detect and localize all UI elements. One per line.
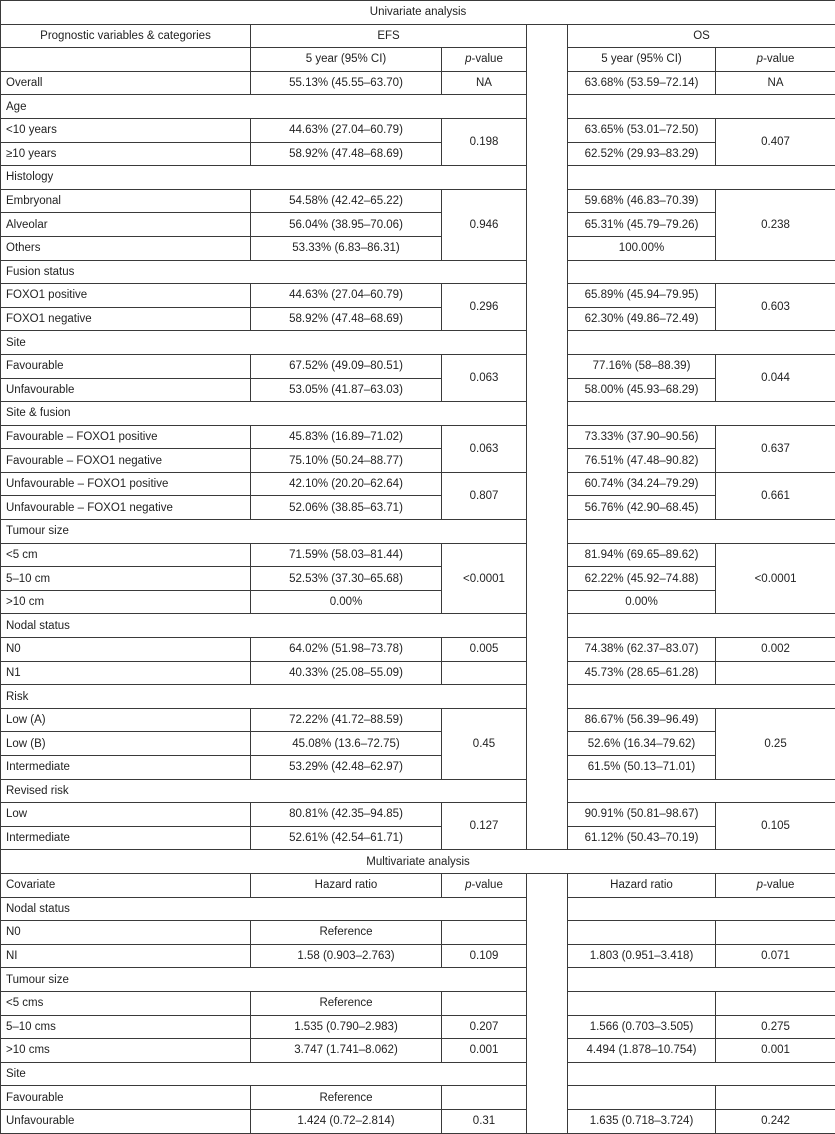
os-p-value: 0.071 [716, 944, 835, 968]
spacer-cell [527, 685, 568, 709]
spacer-cell [527, 1062, 568, 1086]
os-p-value: 0.603 [716, 284, 835, 331]
efs-p-value: 0.207 [442, 1015, 527, 1039]
efs-p-value: 0.063 [442, 425, 527, 472]
os-value: 100.00% [568, 236, 716, 260]
os-p-value: 0.105 [716, 803, 835, 850]
os-value: 59.68% (46.83–70.39) [568, 189, 716, 213]
efs-value: 52.53% (37.30–65.68) [251, 567, 442, 591]
efs-value: 0.00% [251, 590, 442, 614]
spacer-cell [527, 708, 568, 732]
spacer-cell [527, 307, 568, 331]
spacer-cell [527, 236, 568, 260]
table-row [1, 991, 835, 1015]
efs-value: 40.33% (25.08–55.09) [251, 661, 442, 685]
os-value: 62.52% (29.93–83.29) [568, 142, 716, 166]
empty-cell [568, 331, 835, 355]
spacer-cell [527, 944, 568, 968]
os-value: 77.16% (58–88.39) [568, 354, 716, 378]
efs-value: 58.92% (47.48–68.69) [251, 142, 442, 166]
os-value: 45.73% (28.65–61.28) [568, 661, 716, 685]
row-label: Unfavourable – FOXO1 negative [1, 496, 251, 520]
spacer-cell [527, 567, 568, 591]
table-row [1, 284, 835, 308]
efs-hr-header: Hazard ratio [251, 873, 442, 897]
spacer-cell [527, 921, 568, 945]
efs-p-value: 0.45 [442, 708, 527, 779]
row-label: N0 [1, 921, 251, 945]
spacer-cell [527, 496, 568, 520]
efs-p-header: p-value [442, 48, 527, 72]
efs-hr-value: Reference [251, 1086, 442, 1110]
os-value: 63.65% (53.01–72.50) [568, 118, 716, 142]
os-value: 60.74% (34.24–79.29) [568, 472, 716, 496]
os-value: 56.76% (42.90–68.45) [568, 496, 716, 520]
spacer-cell [527, 449, 568, 473]
efs-value: 54.58% (42.42–65.22) [251, 189, 442, 213]
covariate-header: Covariate [1, 873, 251, 897]
os-hr-value: 1.635 (0.718–3.724) [568, 1109, 716, 1133]
spacer-cell [527, 991, 568, 1015]
row-label: Unfavourable [1, 1109, 251, 1133]
row-label: ≥10 years [1, 142, 251, 166]
multivariate-header-row [1, 873, 835, 897]
table-row [1, 189, 835, 213]
efs-hr-value: 1.535 (0.790–2.983) [251, 1015, 442, 1039]
row-label: Overall [1, 71, 251, 95]
efs-p-value: 0.946 [442, 189, 527, 260]
table-row [1, 472, 835, 496]
table-row [1, 1015, 835, 1039]
row-label: Intermediate [1, 756, 251, 780]
efs-hr-value: Reference [251, 921, 442, 945]
os-value: 61.12% (50.43–70.19) [568, 826, 716, 850]
efs-p-value: 0.807 [442, 472, 527, 519]
empty-cell [568, 614, 835, 638]
empty-cell [568, 897, 835, 921]
efs-value: 44.63% (27.04–60.79) [251, 284, 442, 308]
spacer-cell [527, 897, 568, 921]
empty-cell [442, 661, 527, 685]
table-row [1, 354, 835, 378]
empty-cell [568, 685, 835, 709]
univariate-title: Univariate analysis [1, 1, 835, 25]
table-row [1, 118, 835, 142]
os-hr-value [568, 991, 716, 1015]
group-heading-row [1, 331, 835, 355]
efs-value: 67.52% (49.09–80.51) [251, 354, 442, 378]
spacer-cell [527, 590, 568, 614]
row-label: <5 cm [1, 543, 251, 567]
row-label: FOXO1 positive [1, 284, 251, 308]
efs-p-value: 0.109 [442, 944, 527, 968]
table-row [1, 543, 835, 567]
row-label: Favourable – FOXO1 positive [1, 425, 251, 449]
spacer-cell [527, 779, 568, 803]
os-value: 65.31% (45.79–79.26) [568, 213, 716, 237]
spacer-cell [527, 1086, 568, 1110]
efs-value: 71.59% (58.03–81.44) [251, 543, 442, 567]
os-header: OS [568, 24, 835, 48]
row-label: FOXO1 negative [1, 307, 251, 331]
row-label: Unfavourable – FOXO1 positive [1, 472, 251, 496]
efs-p-value: 0.31 [442, 1109, 527, 1133]
table-row [1, 1109, 835, 1133]
empty-cell [1, 48, 251, 72]
row-label: Alveolar [1, 213, 251, 237]
spacer-cell [527, 354, 568, 378]
group-heading: Nodal status [1, 897, 527, 921]
os-p-value: 0.637 [716, 425, 835, 472]
row-label: Low (A) [1, 708, 251, 732]
spacer-cell [527, 732, 568, 756]
row-label: Intermediate [1, 826, 251, 850]
empty-cell [568, 968, 835, 992]
spacer-cell [527, 873, 568, 897]
variables-header: Prognostic variables & categories [1, 24, 251, 48]
row-label: Low (B) [1, 732, 251, 756]
efs-p-value [442, 991, 527, 1015]
table-row [1, 567, 835, 591]
efs-hr-value: Reference [251, 991, 442, 1015]
os-hr-value: 4.494 (1.878–10.754) [568, 1039, 716, 1063]
os-value: 62.30% (49.86–72.49) [568, 307, 716, 331]
table-row [1, 378, 835, 402]
group-heading-row [1, 685, 835, 709]
efs-p-value [442, 1086, 527, 1110]
spacer-cell [527, 402, 568, 426]
univariate-title-row [1, 1, 835, 25]
efs-value: 58.92% (47.48–68.69) [251, 307, 442, 331]
group-heading: Revised risk [1, 779, 527, 803]
os-p-value [716, 991, 835, 1015]
efs-estimate-header: 5 year (95% CI) [251, 48, 442, 72]
spacer-cell [527, 472, 568, 496]
univariate-subheader-row [1, 48, 835, 72]
table-row [1, 449, 835, 473]
multivariate-title: Multivariate analysis [1, 850, 835, 874]
spacer-cell [527, 24, 568, 48]
row-label: NI [1, 944, 251, 968]
os-value: 74.38% (62.37–83.07) [568, 638, 716, 662]
group-heading-row [1, 95, 835, 119]
os-value: 76.51% (47.48–90.82) [568, 449, 716, 473]
os-p-value: <0.0001 [716, 543, 835, 614]
table-row [1, 590, 835, 614]
os-hr-value [568, 921, 716, 945]
os-p-value: 0.242 [716, 1109, 835, 1133]
efs-p-value [442, 921, 527, 945]
efs-value: 44.63% (27.04–60.79) [251, 118, 442, 142]
table-row [1, 496, 835, 520]
spacer-cell [527, 166, 568, 190]
table-row [1, 1086, 835, 1110]
os-p-value: 0.275 [716, 1015, 835, 1039]
table-row [1, 425, 835, 449]
group-heading-row [1, 968, 835, 992]
empty-cell [568, 95, 835, 119]
group-heading-row [1, 779, 835, 803]
group-heading: Histology [1, 166, 527, 190]
row-label: Favourable – FOXO1 negative [1, 449, 251, 473]
efs-value: 64.02% (51.98–73.78) [251, 638, 442, 662]
spacer-cell [527, 1039, 568, 1063]
spacer-cell [527, 803, 568, 827]
spacer-cell [527, 756, 568, 780]
spacer-cell [527, 260, 568, 284]
row-label: N0 [1, 638, 251, 662]
group-heading-row [1, 166, 835, 190]
spacer-cell [527, 48, 568, 72]
row-label: Favourable [1, 1086, 251, 1110]
efs-hr-value: 3.747 (1.741–8.062) [251, 1039, 442, 1063]
empty-cell [568, 1062, 835, 1086]
spacer-cell [527, 213, 568, 237]
spacer-cell [527, 378, 568, 402]
row-label: N1 [1, 661, 251, 685]
group-heading: Site [1, 1062, 527, 1086]
table-row [1, 661, 835, 685]
table-row [1, 921, 835, 945]
group-heading: Nodal status [1, 614, 527, 638]
spacer-cell [527, 95, 568, 119]
efs-value: 45.83% (16.89–71.02) [251, 425, 442, 449]
os-p-value: 0.002 [716, 638, 835, 662]
empty-cell [568, 520, 835, 544]
os-value: 52.6% (16.34–79.62) [568, 732, 716, 756]
row-label: Low [1, 803, 251, 827]
efs-value: 56.04% (38.95–70.06) [251, 213, 442, 237]
table-row [1, 71, 835, 95]
os-value: 58.00% (45.93–68.29) [568, 378, 716, 402]
os-value: 65.89% (45.94–79.95) [568, 284, 716, 308]
os-p-value: 0.044 [716, 354, 835, 401]
efs-value: 72.22% (41.72–88.59) [251, 708, 442, 732]
table-row [1, 638, 835, 662]
empty-cell [568, 260, 835, 284]
group-heading: Site & fusion [1, 402, 527, 426]
group-heading-row [1, 897, 835, 921]
row-label: <10 years [1, 118, 251, 142]
multivariate-title-row [1, 850, 835, 874]
row-label: Others [1, 236, 251, 260]
efs-value: 55.13% (45.55–63.70) [251, 71, 442, 95]
os-p-header: p-value [716, 48, 835, 72]
os-p-value: 0.407 [716, 118, 835, 165]
spacer-cell [527, 968, 568, 992]
os-value: 81.94% (69.65–89.62) [568, 543, 716, 567]
table-row [1, 142, 835, 166]
efs-p-value: 0.198 [442, 118, 527, 165]
table-row [1, 213, 835, 237]
efs-p-value: 0.001 [442, 1039, 527, 1063]
row-label: 5–10 cm [1, 567, 251, 591]
spacer-cell [527, 543, 568, 567]
os-p-value: 0.25 [716, 708, 835, 779]
row-label: >10 cms [1, 1039, 251, 1063]
spacer-cell [527, 331, 568, 355]
os-value: 86.67% (56.39–96.49) [568, 708, 716, 732]
efs-p-value: 0.063 [442, 354, 527, 401]
row-label: Favourable [1, 354, 251, 378]
row-label: <5 cms [1, 991, 251, 1015]
table-row [1, 307, 835, 331]
spacer-cell [527, 614, 568, 638]
efs-p-value: NA [442, 71, 527, 95]
spacer-cell [527, 71, 568, 95]
efs-hr-value: 1.424 (0.72–2.814) [251, 1109, 442, 1133]
os-estimate-header: 5 year (95% CI) [568, 48, 716, 72]
os-value: 63.68% (53.59–72.14) [568, 71, 716, 95]
spacer-cell [527, 142, 568, 166]
efs-value: 80.81% (42.35–94.85) [251, 803, 442, 827]
efs-p-value: <0.0001 [442, 543, 527, 614]
table-row [1, 236, 835, 260]
efs-value: 45.08% (13.6–72.75) [251, 732, 442, 756]
efs-value: 52.06% (38.85–63.71) [251, 496, 442, 520]
os-p-value: NA [716, 71, 835, 95]
group-heading-row [1, 520, 835, 544]
group-heading: Tumour size [1, 520, 527, 544]
row-label: Unfavourable [1, 378, 251, 402]
os-hr-header: Hazard ratio [568, 873, 716, 897]
row-label: >10 cm [1, 590, 251, 614]
os-hr-value: 1.566 (0.703–3.505) [568, 1015, 716, 1039]
efs-value: 53.33% (6.83–86.31) [251, 236, 442, 260]
efs-hr-value: 1.58 (0.903–2.763) [251, 944, 442, 968]
os-value: 0.00% [568, 590, 716, 614]
spacer-cell [527, 661, 568, 685]
spacer-cell [527, 1109, 568, 1133]
spacer-cell [527, 425, 568, 449]
efs-value: 53.29% (42.48–62.97) [251, 756, 442, 780]
empty-cell [716, 661, 835, 685]
os-p-value: 0.001 [716, 1039, 835, 1063]
os-value: 90.91% (50.81–98.67) [568, 803, 716, 827]
empty-cell [568, 779, 835, 803]
efs-value: 42.10% (20.20–62.64) [251, 472, 442, 496]
os-p-value [716, 1086, 835, 1110]
efs-p-value: 0.127 [442, 803, 527, 850]
row-label: Embryonal [1, 189, 251, 213]
spacer-cell [527, 284, 568, 308]
group-heading-row [1, 614, 835, 638]
efs-p-value: 0.005 [442, 638, 527, 662]
table-row [1, 944, 835, 968]
empty-cell [568, 166, 835, 190]
os-p-value: 0.238 [716, 189, 835, 260]
table-row [1, 756, 835, 780]
spacer-cell [527, 826, 568, 850]
group-heading: Risk [1, 685, 527, 709]
group-heading-row [1, 260, 835, 284]
spacer-cell [527, 118, 568, 142]
os-p-value [716, 921, 835, 945]
os-value: 62.22% (45.92–74.88) [568, 567, 716, 591]
group-heading: Tumour size [1, 968, 527, 992]
efs-p-header: p-value [442, 873, 527, 897]
spacer-cell [527, 638, 568, 662]
group-heading-row [1, 1062, 835, 1086]
row-label: 5–10 cms [1, 1015, 251, 1039]
table-row [1, 1039, 835, 1063]
os-p-value: 0.661 [716, 472, 835, 519]
empty-cell [568, 402, 835, 426]
os-p-header: p-value [716, 873, 835, 897]
efs-value: 52.61% (42.54–61.71) [251, 826, 442, 850]
os-value: 73.33% (37.90–90.56) [568, 425, 716, 449]
os-hr-value: 1.803 (0.951–3.418) [568, 944, 716, 968]
univariate-header-row [1, 24, 835, 48]
efs-p-value: 0.296 [442, 284, 527, 331]
group-heading: Age [1, 95, 527, 119]
table-row [1, 826, 835, 850]
efs-value: 75.10% (50.24–88.77) [251, 449, 442, 473]
group-heading: Site [1, 331, 527, 355]
group-heading-row [1, 402, 835, 426]
efs-header: EFS [251, 24, 527, 48]
spacer-cell [527, 1015, 568, 1039]
group-heading: Fusion status [1, 260, 527, 284]
os-hr-value [568, 1086, 716, 1110]
table-row [1, 803, 835, 827]
spacer-cell [527, 520, 568, 544]
table-row [1, 708, 835, 732]
spacer-cell [527, 189, 568, 213]
efs-value: 53.05% (41.87–63.03) [251, 378, 442, 402]
table-row [1, 732, 835, 756]
os-value: 61.5% (50.13–71.01) [568, 756, 716, 780]
